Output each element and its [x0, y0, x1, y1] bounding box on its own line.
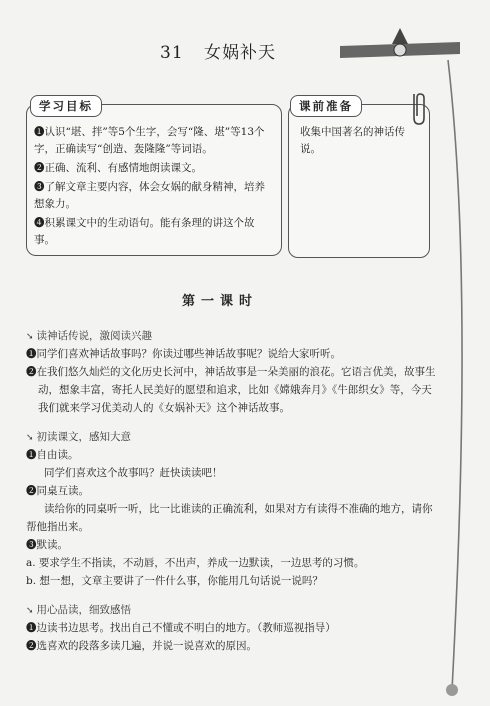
goal-item: ❸了解文章主要内容，体会女娲的献身精神，培养想象力。 [34, 181, 265, 210]
paragraph: a. 要求学生不指读，不动唇，不出声，养成一边默读，一边思考的习惯。 [26, 557, 365, 569]
goals-list [34, 124, 274, 251]
paragraph: ❶同学们喜欢神话故事吗？你读过哪些神话故事呢？说给大家听听。 [26, 348, 341, 360]
step-label: ❸默读。 [26, 539, 68, 551]
session-title: 第一课时 [181, 294, 258, 309]
step-label: ❶自由读。 [26, 449, 79, 461]
lesson-number: 31 [160, 43, 184, 63]
header-ornament-icon [340, 28, 460, 68]
paragraph: b. 想一想，文章主要讲了一件什么事，你能用几句话说一说吗？ [26, 575, 323, 587]
arrow-icon: ➘ [26, 606, 34, 616]
paragraph: 读给你的同桌听一听，比一比谁读的正确流利，如果对方有读得不准确的地方，请你帮他指出来。 [26, 503, 433, 533]
goal-item: ❹积累课文中的生动语句。能有条理的讲这个故事。 [34, 217, 255, 246]
paragraph: 同学们喜欢这个故事吗？赶快读读吧！ [44, 467, 223, 479]
lesson-title: 女娲补天 [204, 43, 277, 63]
section-heading: ➘ 用心品读，细致感悟 [26, 604, 132, 616]
paragraph: ❷选喜欢的段落多读几遍，并说一说喜欢的原因。 [26, 640, 257, 652]
prep-text: 收集中国著名的神话传说。 [300, 126, 405, 155]
arrow-icon: ➘ [26, 332, 34, 342]
section-heading: ➘ 读神话传说，激阅读兴趣 [26, 330, 153, 342]
paragraph: ❷在我们悠久灿烂的文化历史长河中，神话故事是一朵美丽的浪花。它语言优美，故事生动，想象丰富，寄托人民美好的愿望和追求，比如《嫦娥奔月》《牛郎织女》等，今天我们就来学习优美动人的《女娲补天》这个神话故事。 [26, 366, 436, 414]
goals-heading: 学习目标 [30, 95, 102, 117]
goal-item: ❶认识“堪、拌”等5个生字，会写“隆、堪”等13个字，正确读写“创造、轰隆隆”等词语。 [34, 126, 265, 155]
paragraph: ❶边读书边思考。找出自己不懂或不明白的地方。（教师巡视指导） [26, 622, 336, 634]
section3-body [26, 619, 438, 655]
section2-body [26, 446, 438, 590]
paperclip-icon [408, 90, 428, 126]
section1-body [26, 345, 438, 417]
arrow-icon: ➘ [26, 433, 34, 443]
goal-item: ❷正确、流利、有感情地朗读课文。 [34, 162, 202, 174]
prep-heading: 课前准备 [290, 95, 362, 117]
step-label: ❷同桌互读。 [26, 485, 89, 497]
section-heading: ➘ 初读课文，感知大意 [26, 431, 132, 443]
lesson-header [160, 38, 276, 63]
